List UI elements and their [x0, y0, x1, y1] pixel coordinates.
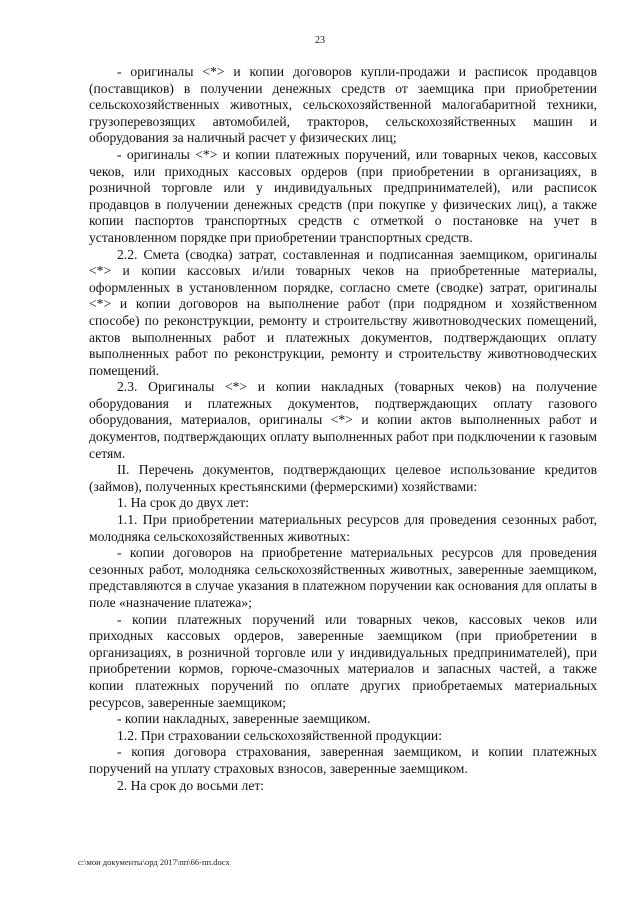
- paragraph: 2.2. Смета (сводка) затрат, составленная и подписанная заемщиком, оригиналы <*> и копии кассовых и/или товарных чеков на приобретенные материалы, оформленных в установленном порядке, согласно смете (сводке) затрат, оригиналы <*> и копии договоров на выполнение работ (при подрядном и хозяйственном способе) по реконструкции, ремонту и строительству животноводческих помещений, актов выполненных работ и платежных документов, подтверждающих оплату выполненных работ по реконструкции, ремонту и строительству животноводческих помещений.: [89, 246, 597, 378]
- paragraph: 2.3. Оригиналы <*> и копии накладных (товарных чеков) на получение оборудования и платежных документов, подтверждающих оплату газового оборудования, материалов, оригиналы <*> и копии актов выполненных работ и документов, подтверждающих оплату выполненных работ при подключении к газовым сетям.: [89, 379, 597, 461]
- paragraph: - оригиналы <*> и копии платежных поручений, или товарных чеков, кассовых чеков, или приходных кассовых ордеров (при приобретении в организациях, в розничной торговле или у индивидуальных предпринимателей), или расписок продавцов в получении денежных средств (при покупке у физических лиц), а также копии паспортов транспортных средств с отметкой о постановке на учет в установленном порядке при приобретении транспортных средств.: [89, 146, 597, 245]
- paragraph: 1. На срок до двух лет:: [117, 495, 249, 511]
- paragraph: 2. На срок до восьми лет:: [117, 777, 265, 793]
- paragraph: - копии договоров на приобретение материальных ресурсов для проведения сезонных работ, молодняка сельскохозяйственных животных, заверенные заемщиком, представляются в случае указания в платежном поручении как основания для оплаты в поле «назначение платежа»;: [89, 545, 597, 610]
- page-number: 23: [315, 35, 325, 46]
- paragraph: - оригиналы <*> и копии договоров купли-продажи и расписок продавцов (поставщиков) в получении денежных средств от заемщика при приобретении сельскохозяйственных животных, сельскохозяйственной малогабаритной техники, грузоперевозящих автомобилей, тракторов, сельскохозяйственных машин и оборудования за наличный расчет у физических лиц;: [89, 64, 597, 146]
- document-body: [89, 64, 597, 794]
- section-heading-paragraph: II. Перечень документов, подтверждающих целевое использование кредитов (займов), полученных крестьянскими (фермерскими) хозяйствами:: [89, 462, 597, 494]
- paragraph: - копии платежных поручений или товарных чеков, кассовых чеков или приходных кассовых ордеров, заверенные заемщиком (при приобретении в организациях, в розничной торговле или у индивидуальных предпринимателей), при приобретении кормов, горюче-смазочных материалов и запасных частей, а также копии платежных поручений по оплате других приобретаемых материальных ресурсов, заверенные заемщиком;: [89, 611, 597, 710]
- footer-file-path: c:\мои документы\орд 2017\пп\66-пп.docx: [78, 857, 230, 867]
- paragraph: - копии накладных, заверенные заемщиком.: [117, 711, 371, 727]
- paragraph: - копия договора страхования, заверенная заемщиком, и копии платежных поручений на уплату страховых взносов, заверенные заемщиком.: [89, 744, 597, 776]
- paragraph: 1.1. При приобретении материальных ресурсов для проведения сезонных работ, молодняка сельскохозяйственных животных:: [89, 512, 597, 544]
- paragraph: 1.2. При страховании сельскохозяйственной продукции:: [117, 727, 442, 743]
